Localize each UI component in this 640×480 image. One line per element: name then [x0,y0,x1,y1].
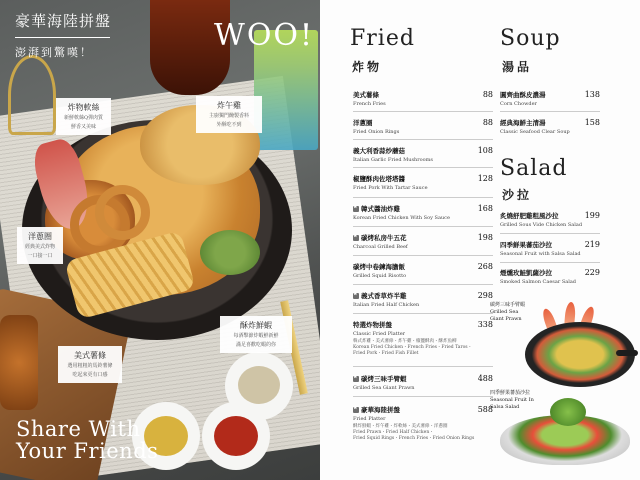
item-price: 158 [584,118,600,127]
item-name: ★義式香草炸半雞 [353,291,493,300]
item-name-en: French Fries [353,101,386,107]
item-name-en: Korean Fried Chicken With Soy Sauce [353,215,450,221]
hero-subtitle: 澎湃到驚嘆！ [15,46,93,59]
menu-item [353,262,493,279]
item-price: 88 [482,90,493,99]
salad-heading-en: Salad [500,156,568,181]
item-price: 88 [482,118,493,127]
callout-desc: 滿足喜歡吃蝦的你 [235,342,276,348]
recommended-icon [353,376,359,382]
recommended-icon [353,206,359,212]
dish-caption-prawn: 碳烤三味手臂蝦 Grilled Sea Giant Prawn [490,302,526,322]
callout-onion-rings [17,227,63,264]
item-name: ★韓式醬油炸雞 [353,204,493,213]
menu-item [500,211,600,228]
menu-item-recommended [353,233,493,250]
item-desc: 酥炸鮮蝦・炸午雞・炸軟絲・美式薯條・洋蔥圈 [353,424,448,429]
divider [353,226,493,227]
divider [500,111,600,112]
item-desc: 韓式炸雞・美式薯條・炸午雞・椒鹽酥肉・酥炸魚柳 [353,339,457,344]
divider [353,167,493,168]
item-name-en: Grilled Sea Giant Prawn [353,385,415,391]
recommended-icon [353,293,359,299]
fried-chicken-side [0,315,38,410]
recommended-icon [353,407,359,413]
item-name-en: Italian Garlic Fried Mushrooms [353,157,433,163]
callout-desc: 一口接一口 [27,253,53,259]
item-name: 經典海鮮主清湯 [500,119,546,127]
item-price: 198 [477,233,493,242]
divider [353,366,493,367]
menu-item [500,118,600,135]
item-name: ★豪華海陸拼盤 [353,405,493,414]
item-name-en: Grilled Squid Risotto [353,273,407,279]
item-name: 圓齊曲酥皮濃湯 [500,91,546,99]
item-name-en: Fried Platter [353,416,386,422]
divider [353,111,493,112]
menu-item-recommended [353,405,493,442]
item-name: 炙燒舒肥雞粗風沙拉 [500,212,559,220]
item-name-en: Seasonal Fruit with Salsa Salad [500,251,581,257]
callout-name: 炸午雞 [217,101,241,110]
callout-french-fries [58,346,122,383]
skillet-handle [616,350,638,356]
soup-heading-en: Soup [500,26,561,51]
item-price: 298 [477,291,493,300]
item-name-en: Italian Fried Half Chicken [353,302,420,308]
callout-name: 酥炸鮮蝦 [240,321,272,330]
item-name-en: Grilled Sous Vide Chicken Salad [500,222,583,228]
callout-name: 美式薯條 [74,351,106,360]
item-price: 588 [477,405,493,414]
callout-desc: 主廚獨門醃製香料 [208,113,249,119]
item-name-en: Classic Fried Platter [353,331,406,337]
callout-fried-shrimp [220,316,292,353]
callout-name: 洋蔥圈 [28,232,52,241]
ketchup-sauce [214,416,258,456]
divider [353,197,493,198]
gold-lamp-decoration [8,55,56,135]
item-price: 268 [477,262,493,271]
menu-item [500,240,600,257]
item-name-en: Smoked Salmon Caesar Salad [500,279,577,285]
item-name: 煙燻玫鮭凱薩沙拉 [500,269,552,277]
soup-heading-zh: 湯品 [502,60,533,74]
item-name: 美式薯條 [353,91,379,99]
menu-item [500,90,600,107]
callout-fried-chicken [196,96,262,133]
item-name-en: Charcoal Grilled Beef [353,244,408,250]
callout-desc: 每酒擊節炸蝦鮮新鮮 [233,333,279,339]
callout-fried-squid [56,98,111,135]
item-price: 108 [477,146,493,155]
item-price: 138 [584,90,600,99]
woo-headline: WOO! [214,18,315,53]
divider [353,284,493,285]
item-price: 219 [584,240,600,249]
callout-desc: 吃起來更有口感 [72,372,108,378]
fried-heading-en: Fried [350,26,415,51]
item-price: 229 [584,268,600,277]
salad-heading-zh: 沙拉 [502,188,533,202]
item-desc: Korean Fried Chicken・French Fries・Fried Taros・ [353,345,473,350]
menu-item [500,268,600,285]
menu-item [353,174,493,191]
callout-desc: 經典美式炸物 [24,244,55,250]
item-desc: Fried Prawn・Fried Half Chicken・ [353,430,434,435]
menu-item [353,118,493,135]
share-tagline [16,418,158,462]
item-name-en: Classic Seafood Clear Soup [500,129,570,135]
item-name: 椒鹽酥肉佐塔塔醬 [353,175,405,183]
item-name: ★碳烤私房牛五花 [353,233,493,242]
callout-desc: 外酥吃不到 [216,122,242,128]
divider [353,139,493,140]
callout-desc: 新鮮軟絲Q彈肉質 [63,115,104,121]
hero-title: 豪華海陸拼盤 [15,12,112,30]
menu-item-recommended [353,204,493,221]
item-price: 199 [584,211,600,220]
menu-item [353,90,493,107]
item-name-en: Fried Onion Rings [353,129,400,135]
item-desc: Fried Pork・Fried Fish Fillet [353,351,419,356]
item-name: 洋蔥圈 [353,119,373,127]
divider [500,233,600,234]
tartar-sauce [238,366,280,404]
hero-divider [15,37,110,38]
item-price: 168 [477,204,493,213]
callout-desc: 鮮香又美味 [70,124,96,130]
divider [500,262,600,263]
salad-greens [550,398,586,426]
callout-desc: 選用粗粗的馬鈴薯條 [67,363,113,369]
item-name: 四季鮮果蕃茄沙拉 [500,241,552,249]
menu-item [353,320,493,357]
dish-caption-salad: 四季鮮果蕃茄沙拉 Seasonal Fruit In Salsa Salad [490,390,534,410]
share-line-2: Your Friends [16,439,159,463]
item-price: 488 [477,374,493,383]
menu-item-recommended [353,291,493,308]
item-desc: Fried Squid Rings・French Fries・Fried Onion Rings [353,436,475,441]
divider [353,313,493,314]
callout-name: 炸物軟絲 [67,103,100,112]
menu-item-recommended [353,374,493,391]
item-price: 128 [477,174,493,183]
item-name: 義大利香蒜炒蘑菇 [353,147,405,155]
item-name-en: Corn Chowder [500,101,537,107]
menu-page [320,0,640,480]
onion-ring [95,185,150,240]
item-name: 碳烤中卷鍊海膽飯 [353,263,405,271]
divider [353,396,493,397]
item-name: ★碳烤三味手臂蝦 [353,374,493,383]
item-name-en: Fried Pork With Tartar Sauce [353,185,428,191]
share-line-1: Share With [16,417,141,441]
item-price: 338 [477,320,493,329]
menu-item [353,146,493,163]
recommended-icon [353,235,359,241]
item-name: 特選炸物拼盤 [353,321,392,329]
divider [353,255,493,256]
fried-heading-zh: 炸物 [352,60,383,74]
side-salad [200,230,260,275]
